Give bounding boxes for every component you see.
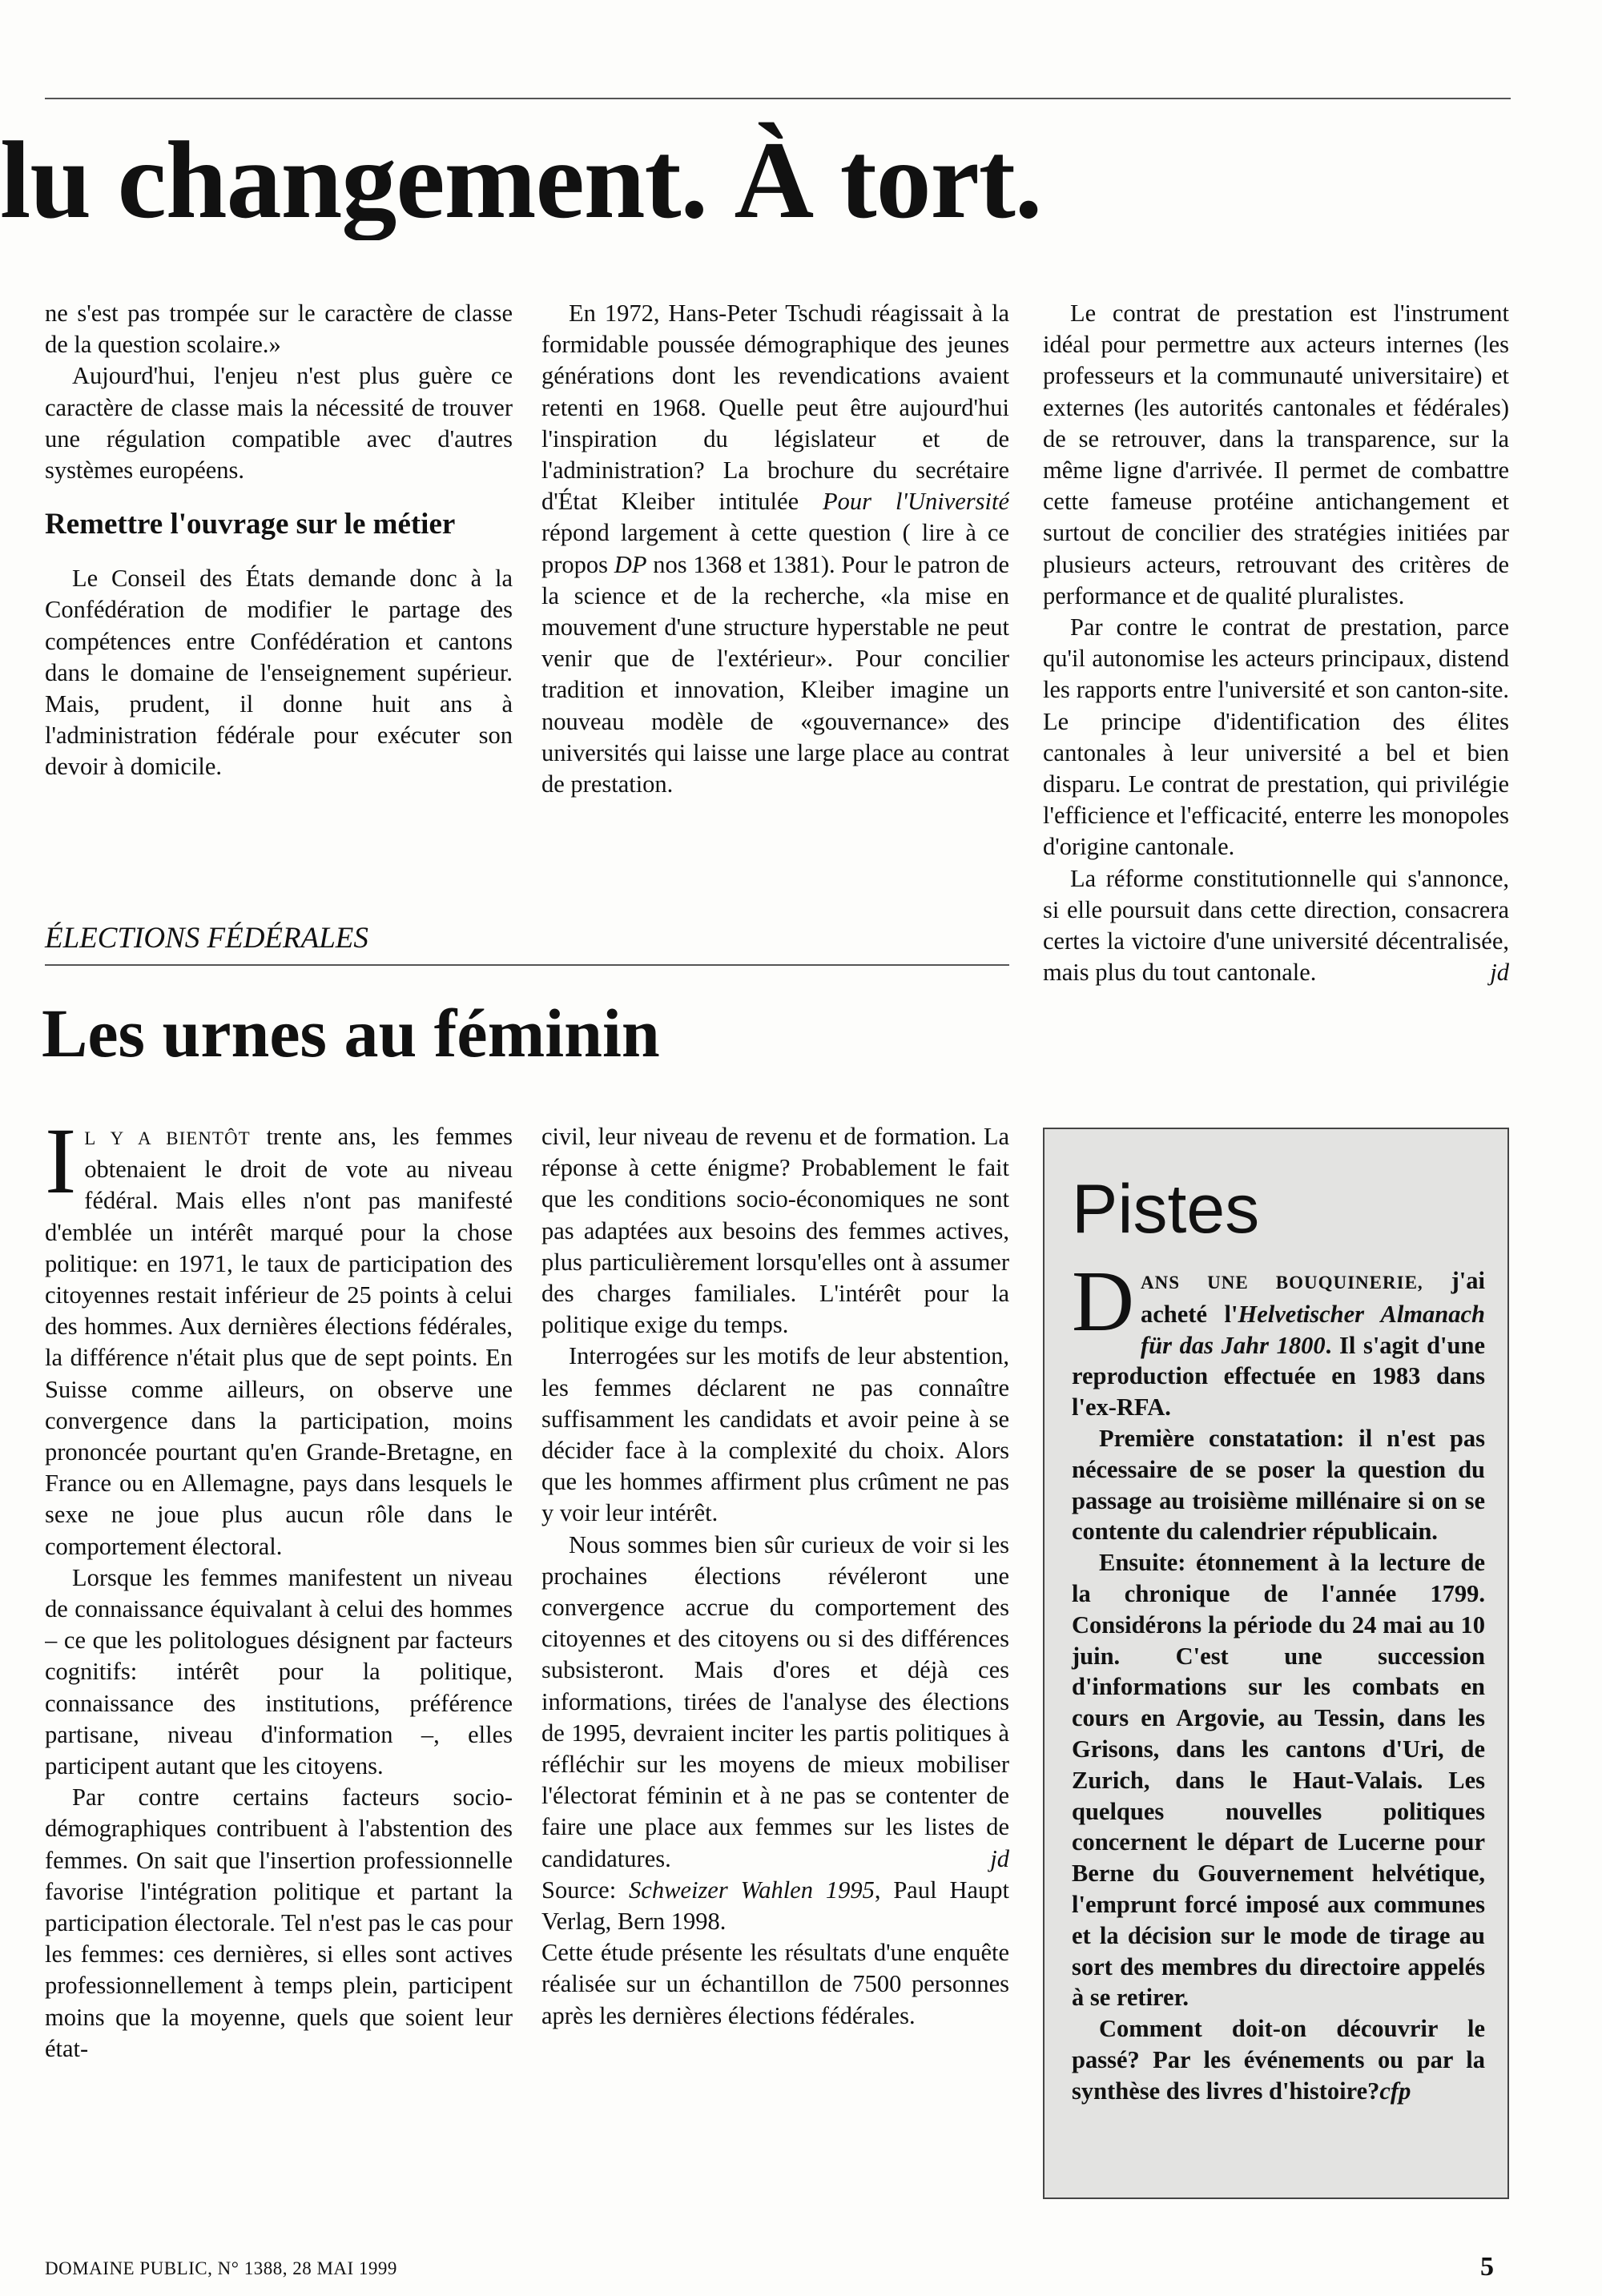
paragraph: Le contrat de prestation est l'instrument idéal pour permettre aux acteurs internes (les professeurs et la communauté universitaire) et externes (les autorités cantonales et fédérales) de se retrouver, dans la transparence, sur la même ligne d'arrivée. Il permet de combattre cette fameuse protéine antichangement et surtout de concilier des stratégies initiées par plusieurs acteurs, retrouvant des critères de performance et de qualité pluralistes. — [1043, 300, 1509, 609]
book-title: Pour l'Université — [823, 488, 1009, 516]
paragraph: Comment doit-on découvrir le passé? Par les événements ou par la synthèse des livres d'histoire?cfp — [1072, 2015, 1485, 2105]
box-body — [1072, 1254, 1486, 2107]
source-note: Source: Schweizer Wahlen 1995, Paul Haupt Verlag, Bern 1998. — [541, 1876, 1009, 1936]
footer-publication: DOMAINE PUBLIC, N° 1388, 28 MAI 1999 — [45, 2258, 397, 2278]
author-signature: jd — [1490, 959, 1509, 987]
paragraph: civil, leur niveau de revenu et de formation. La réponse à cette énigme? Probablement le fait que les conditions socio-économiques ne sont pas adaptées aux besoins des femmes actives, plus particulièrement lorsqu'elles ont à assumer des charges familiales. L'intérêt pour la politique exige du temps. — [541, 1123, 1009, 1339]
paragraph: Nous sommes bien sûr curieux de voir si les prochaines élections révéleront une convergence accrue du comportement des citoyennes et des citoyens ou si des différences subsisteront. Mais d'ores et déjà ces informations, tirées de l'analyse des élections de 1995, devraient inciter les partis politiques à réfléchir sur les moyens de mieux mobiliser l'électorat féminin et à ne pas se contenter de faire une place aux femmes sur les listes de candidatures. jd — [541, 1530, 1009, 1875]
paragraph: En 1972, Hans-Peter Tschudi réagissait à la formidable poussée démographique des jeunes générations dont les revendications avaient retenti en 1968. Quelle peut être aujourd'hui l'inspiration du législateur et de l'administration? La brochure du secrétaire d'État Kleiber intitulée Pour l'Université répond largement à cette question ( lire à ce propos DP nos 1368 et 1381). Pour le patron de la science et de la recherche, «la mise en mouvement d'une structure hyperstable ne peut venir que de l'extérieur». Pour concilier tradition et innovation, Kleiber imagine un nouveau modèle de «gouvernance» des universités qui laisse une large place au contrat de prestation. — [541, 300, 1009, 798]
column-1 — [45, 298, 513, 891]
column-3 — [1043, 298, 1509, 1107]
article-title: Les urnes au féminin — [42, 995, 660, 1072]
top-rule — [45, 98, 1511, 99]
paragraph: ne s'est pas trompée sur le caractère de classe de la question scolaire.» — [45, 300, 513, 359]
box-title: Pistes — [1072, 1171, 1260, 1248]
page-number: 5 — [1480, 2252, 1494, 2282]
paragraph: Interrogées sur les motifs de leur abstention, les femmes déclarent ne pas connaître suffisamment les candidats et avoir peine à se décider face à la complexité du choix. Alors que les hommes affirment plus crûment ne pas y voir leur intérêt. — [541, 1342, 1009, 1527]
drop-cap: D — [1072, 1254, 1134, 1349]
paragraph: Cette étude présente les résultats d'une enquête réalisée sur un échantillon de 7500 personnes après les dernières élections fédérales. — [541, 1939, 1009, 2029]
section-rule — [45, 964, 1009, 966]
paragraph: Aujourd'hui, l'enjeu n'est plus guère ce caractère de classe mais la nécessité de trouver une régulation compatible avec d'autres systèmes européens. — [45, 362, 513, 485]
paragraph: Première constatation: il n'est pas nécessaire de se poser la question du passage au troisième millénaire si on se contente du calendrier républicain. — [1072, 1424, 1485, 1546]
subheading: Remettre l'ouvrage sur le métier — [45, 508, 456, 541]
column-2 — [541, 298, 1009, 891]
section-kicker: ÉLECTIONS FÉDÉRALES — [45, 922, 368, 955]
paragraph: Le Conseil des États demande donc à la Confédération de modifier le partage des compétences entre Confédération et cantons dans le domaine de l'enseignement supérieur. Mais, prudent, il donne huit ans à l'administration fédérale pour exécuter son devoir à domicile. — [45, 565, 513, 781]
paragraph: IL Y A BIENTÔT trente ans, les femmes obtenaient le droit de vote au niveau fédéral. Mais elles n'ont pas manifesté d'emblée un intérêt marqué pour la chose politique: en 1971, le taux de participation des citoyennes restait inférieur de 25 points à celui des hommes. Aux dernières élections fédérales, la différence n'était plus que de sept points. En Suisse comme ailleurs, on observe une convergence dans la participation, moins prononcée pourtant qu'en Grande-Bretagne, en France ou en Allemagne, pays dans lesquels le sexe ne joue plus aucun rôle dans le comportement électoral. — [45, 1121, 513, 1560]
author-signature: cfp — [1379, 2077, 1411, 2105]
paragraph: Par contre certains facteurs socio-démographiques contribuent à l'abstention des femmes. On sait que l'insertion professionnelle favorise l'intégration politique et partant la participation électorale. Tel n'est pas le cas pour les femmes: ces dernières, si elles sont actives professionnellement à temps plein, participent moins que la moyenne, quels que soient leur état- — [45, 1783, 513, 2062]
column-4 — [45, 1121, 513, 2210]
page-headline: lu changement. À tort. — [0, 120, 1042, 240]
paragraph: La réforme constitutionnelle qui s'annonce, si elle poursuit dans cette direction, consacrera certes la victoire d'une université décentralisée, mais plus du tout cantonale. jd — [1043, 863, 1509, 989]
paragraph: DANS UNE BOUQUINERIE, j'ai acheté l'Helvetischer Almanach für das Jahr 1800. Il s'agit d'une reproduction effectuée en 1983 dans l'ex-RFA. — [1072, 1254, 1486, 1421]
sidebar-box-pistes — [1043, 1128, 1509, 2199]
drop-cap: I — [45, 1121, 77, 1213]
author-signature: jd — [990, 1844, 1009, 1872]
paragraph: Ensuite: étonnement à la lecture de la chronique de l'année 1799. Considérons la période du 24 mai au 10 juin. C'est une succession d'informations sur les combats en cours en Argovie, au Tessin, dans les Grisons, dans les cantons d'Uri, de Zurich, dans le Haut-Valais. Les quelques nouvelles politiques concernent le départ de Lucerne pour Berne du Gouvernement helvétique, l'emprunt forcé imposé aux communes et la décision sur le mode de tirage au sort des membres du directoire appelés à se retirer. — [1072, 1549, 1485, 2012]
paragraph: Lorsque les femmes manifestent un niveau de connaissance équivalant à celui des hommes – ce que les politologues désignent par facteurs cognitifs: intérêt pour la politique, connaissance des institutions, préférence partisane, niveau d'information –, elles participent autant que les citoyens. — [45, 1563, 513, 1780]
column-5 — [541, 1121, 1009, 2210]
paragraph: Par contre le contrat de prestation, parce qu'il autonomise les acteurs principaux, distend les rapports entre l'université et son canton-site. Le principe d'identification des élites cantonales à leur université a bel et bien disparu. Le contrat de prestation, qui privilégie l'efficience et l'efficacité, enterre les monopoles d'origine cantonale. — [1043, 613, 1509, 861]
